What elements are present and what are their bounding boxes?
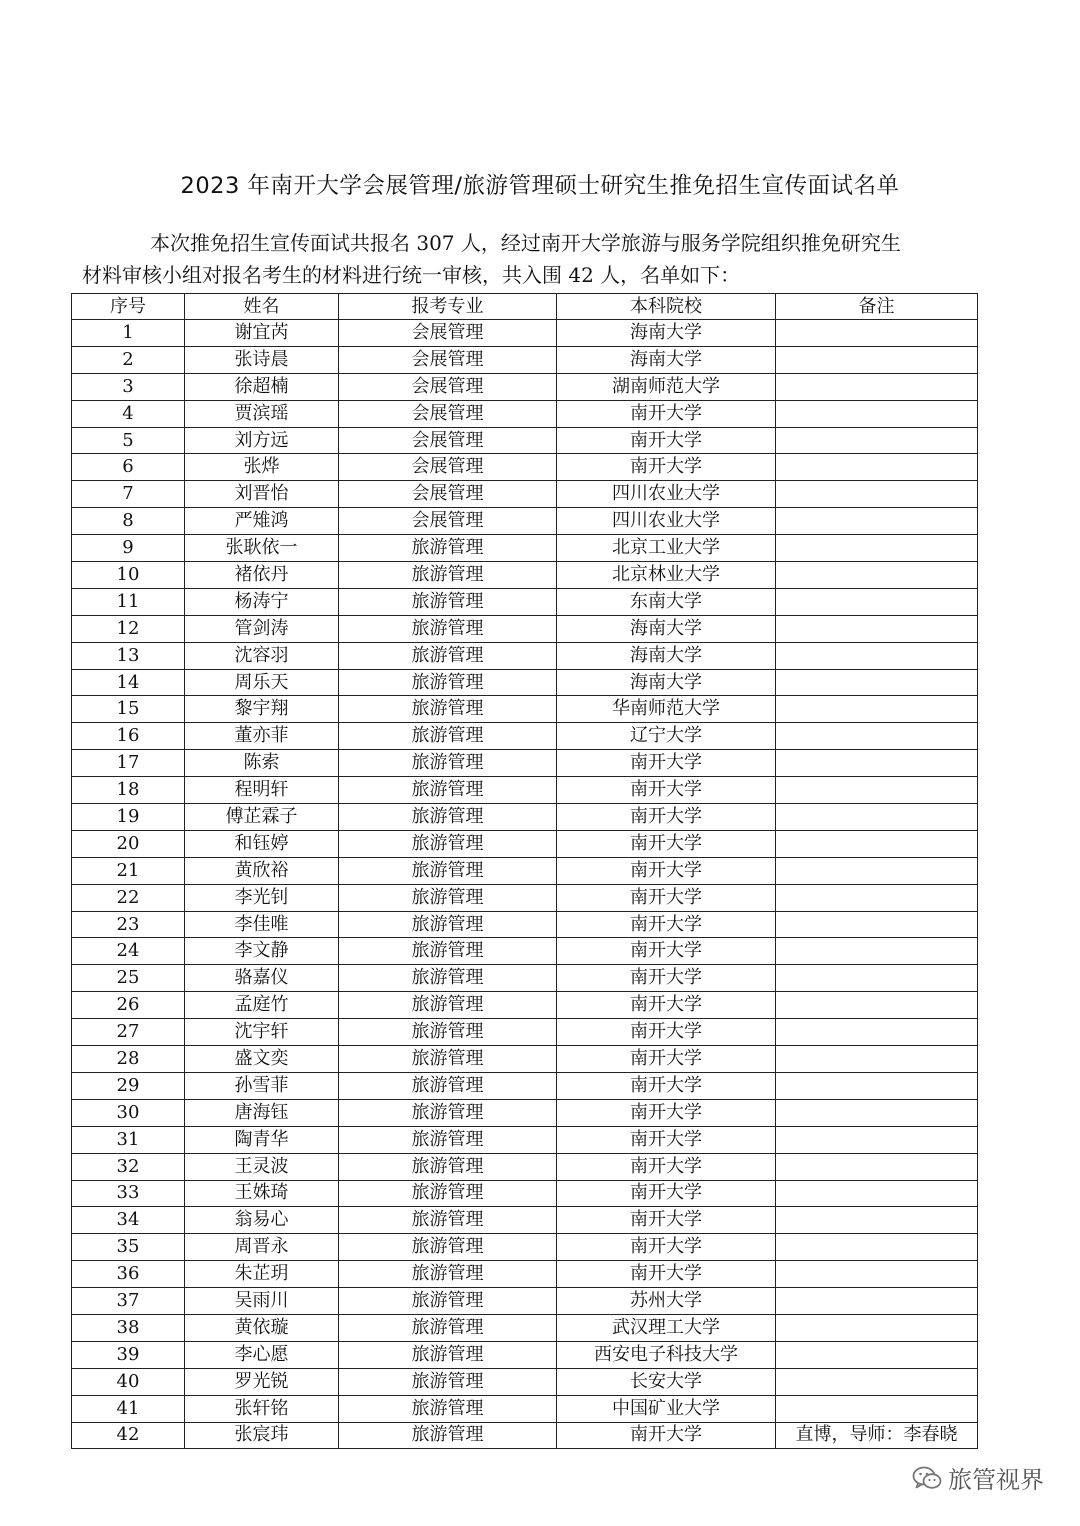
cell-name: 管剑涛 [185, 615, 339, 642]
cell-name: 张轩铭 [185, 1395, 339, 1422]
cell-note [776, 669, 978, 696]
document-title: 2023 年南开大学会展管理/旅游管理硕士研究生推免招生宣传面试名单 [180, 173, 900, 199]
cell-index: 42 [72, 1422, 185, 1449]
cell-major: 旅游管理 [339, 1019, 557, 1046]
cell-major: 旅游管理 [339, 911, 557, 938]
table-row [72, 1261, 978, 1288]
table-row [72, 830, 978, 857]
cell-major: 旅游管理 [339, 1261, 557, 1288]
cell-school: 北京林业大学 [557, 562, 776, 589]
table-row [72, 965, 978, 992]
cell-note [776, 615, 978, 642]
table-row [72, 481, 978, 508]
cell-note [776, 346, 978, 373]
table-row [72, 373, 978, 400]
cell-index: 35 [72, 1234, 185, 1261]
cell-school: 南开大学 [557, 1046, 776, 1073]
cell-note [776, 642, 978, 669]
cell-name: 王姝琦 [185, 1180, 339, 1207]
table-row [72, 1153, 978, 1180]
cell-name: 刘晋怡 [185, 481, 339, 508]
cell-index: 4 [72, 400, 185, 427]
cell-index: 31 [72, 1126, 185, 1153]
cell-note [776, 400, 978, 427]
cell-name: 吴雨川 [185, 1288, 339, 1315]
header-index: 序号 [72, 294, 185, 320]
cell-note [776, 911, 978, 938]
cell-school: 苏州大学 [557, 1288, 776, 1315]
cell-school: 南开大学 [557, 750, 776, 777]
cell-name: 孟庭竹 [185, 992, 339, 1019]
cell-name: 周乐天 [185, 669, 339, 696]
cell-name: 傅芷霖子 [185, 804, 339, 831]
table-row [72, 911, 978, 938]
cell-major: 旅游管理 [339, 965, 557, 992]
table-row [72, 723, 978, 750]
cell-major: 旅游管理 [339, 1153, 557, 1180]
cell-school: 南开大学 [557, 1234, 776, 1261]
cell-note [776, 373, 978, 400]
cell-index: 19 [72, 804, 185, 831]
cell-name: 徐超楠 [185, 373, 339, 400]
cell-name: 沈容羽 [185, 642, 339, 669]
cell-school: 南开大学 [557, 400, 776, 427]
wechat-icon [912, 1465, 942, 1491]
cell-major: 会展管理 [339, 346, 557, 373]
cell-school: 南开大学 [557, 1153, 776, 1180]
cell-name: 褚依丹 [185, 562, 339, 589]
cell-school: 南开大学 [557, 1180, 776, 1207]
cell-school: 南开大学 [557, 1019, 776, 1046]
cell-name: 罗光锐 [185, 1368, 339, 1395]
cell-index: 6 [72, 454, 185, 481]
cell-major: 旅游管理 [339, 1099, 557, 1126]
cell-index: 8 [72, 508, 185, 535]
candidate-table [71, 293, 978, 1449]
cell-school: 南开大学 [557, 1099, 776, 1126]
cell-school: 中国矿业大学 [557, 1395, 776, 1422]
cell-school: 南开大学 [557, 965, 776, 992]
cell-major: 旅游管理 [339, 830, 557, 857]
table-row [72, 1341, 978, 1368]
cell-note [776, 1207, 978, 1234]
cell-major: 会展管理 [339, 373, 557, 400]
cell-name: 李佳唯 [185, 911, 339, 938]
cell-major: 旅游管理 [339, 615, 557, 642]
cell-note [776, 508, 978, 535]
cell-name: 谢宜芮 [185, 320, 339, 347]
cell-major: 旅游管理 [339, 1368, 557, 1395]
table-row [72, 1234, 978, 1261]
cell-note [776, 777, 978, 804]
cell-major: 旅游管理 [339, 1288, 557, 1315]
table-row [72, 320, 978, 347]
cell-school: 南开大学 [557, 1072, 776, 1099]
table-row [72, 1126, 978, 1153]
cell-major: 旅游管理 [339, 1341, 557, 1368]
cell-name: 周晋永 [185, 1234, 339, 1261]
intro-line-2: 材料审核小组对报名考生的材料进行统一审核，共入围 42 人，名单如下： [82, 263, 741, 287]
cell-school: 南开大学 [557, 911, 776, 938]
watermark [912, 1460, 1044, 1495]
cell-major: 旅游管理 [339, 938, 557, 965]
table-row [72, 1368, 978, 1395]
cell-major: 旅游管理 [339, 669, 557, 696]
cell-note [776, 804, 978, 831]
cell-name: 盛文奕 [185, 1046, 339, 1073]
cell-major: 旅游管理 [339, 750, 557, 777]
cell-major: 旅游管理 [339, 588, 557, 615]
cell-school: 南开大学 [557, 1207, 776, 1234]
cell-index: 1 [72, 320, 185, 347]
table-row [72, 1314, 978, 1341]
cell-index: 40 [72, 1368, 185, 1395]
table-header-row [72, 294, 978, 320]
cell-school: 南开大学 [557, 1126, 776, 1153]
cell-name: 董亦菲 [185, 723, 339, 750]
cell-major: 旅游管理 [339, 1422, 557, 1449]
cell-name: 孙雪菲 [185, 1072, 339, 1099]
cell-name: 沈宇轩 [185, 1019, 339, 1046]
cell-name: 刘方远 [185, 427, 339, 454]
cell-name: 朱芷玥 [185, 1261, 339, 1288]
cell-school: 南开大学 [557, 777, 776, 804]
header-name: 姓名 [185, 294, 339, 320]
cell-name: 王灵波 [185, 1153, 339, 1180]
cell-major: 会展管理 [339, 427, 557, 454]
cell-index: 24 [72, 938, 185, 965]
cell-name: 黎宇翔 [185, 696, 339, 723]
cell-name: 张诗晨 [185, 346, 339, 373]
cell-index: 39 [72, 1341, 185, 1368]
cell-index: 41 [72, 1395, 185, 1422]
cell-major: 旅游管理 [339, 1314, 557, 1341]
cell-note [776, 1126, 978, 1153]
cell-major: 旅游管理 [339, 804, 557, 831]
cell-index: 16 [72, 723, 185, 750]
watermark-text: 旅管视界 [948, 1466, 1044, 1494]
cell-name: 骆嘉仪 [185, 965, 339, 992]
table-row [72, 1072, 978, 1099]
cell-school: 南开大学 [557, 454, 776, 481]
cell-index: 11 [72, 588, 185, 615]
cell-note [776, 1072, 978, 1099]
cell-name: 严雉鸿 [185, 508, 339, 535]
cell-name: 张烨 [185, 454, 339, 481]
table-row [72, 346, 978, 373]
cell-major: 旅游管理 [339, 562, 557, 589]
cell-note [776, 1341, 978, 1368]
cell-note [776, 320, 978, 347]
cell-note [776, 1395, 978, 1422]
table-row [72, 938, 978, 965]
table-row [72, 992, 978, 1019]
cell-major: 会展管理 [339, 454, 557, 481]
cell-major: 旅游管理 [339, 642, 557, 669]
cell-name: 张宸玮 [185, 1422, 339, 1449]
cell-index: 27 [72, 1019, 185, 1046]
cell-note [776, 1180, 978, 1207]
cell-index: 2 [72, 346, 185, 373]
cell-index: 22 [72, 884, 185, 911]
cell-major: 旅游管理 [339, 884, 557, 911]
cell-major: 旅游管理 [339, 1180, 557, 1207]
cell-note [776, 1153, 978, 1180]
cell-major: 旅游管理 [339, 1126, 557, 1153]
cell-school: 南开大学 [557, 884, 776, 911]
cell-name: 李文静 [185, 938, 339, 965]
cell-school: 南开大学 [557, 427, 776, 454]
table-row [72, 1046, 978, 1073]
cell-index: 36 [72, 1261, 185, 1288]
cell-index: 5 [72, 427, 185, 454]
cell-index: 26 [72, 992, 185, 1019]
table-row [72, 1288, 978, 1315]
cell-note [776, 588, 978, 615]
cell-index: 7 [72, 481, 185, 508]
cell-note [776, 427, 978, 454]
table-row [72, 1422, 978, 1449]
table-row [72, 1099, 978, 1126]
intro-line-1: 本次推免招生宣传面试共报名 307 人，经过南开大学旅游与服务学院组织推免研究生 [150, 231, 901, 255]
table-row [72, 535, 978, 562]
cell-school: 西安电子科技大学 [557, 1341, 776, 1368]
cell-name: 黄依璇 [185, 1314, 339, 1341]
cell-name: 和钰婷 [185, 830, 339, 857]
cell-note: 直博，导师：李春晓 [776, 1422, 978, 1449]
cell-index: 10 [72, 562, 185, 589]
cell-index: 28 [72, 1046, 185, 1073]
cell-index: 33 [72, 1180, 185, 1207]
cell-name: 陶青华 [185, 1126, 339, 1153]
cell-note [776, 723, 978, 750]
table-row [72, 1180, 978, 1207]
cell-note [776, 1288, 978, 1315]
cell-note [776, 830, 978, 857]
table-body [72, 320, 978, 1449]
table-row [72, 777, 978, 804]
cell-index: 20 [72, 830, 185, 857]
cell-school: 海南大学 [557, 615, 776, 642]
cell-major: 旅游管理 [339, 535, 557, 562]
table-row [72, 615, 978, 642]
cell-note [776, 454, 978, 481]
cell-school: 南开大学 [557, 804, 776, 831]
cell-index: 23 [72, 911, 185, 938]
cell-index: 9 [72, 535, 185, 562]
cell-note [776, 696, 978, 723]
cell-index: 30 [72, 1099, 185, 1126]
cell-index: 14 [72, 669, 185, 696]
cell-school: 南开大学 [557, 1261, 776, 1288]
cell-school: 海南大学 [557, 669, 776, 696]
cell-index: 21 [72, 857, 185, 884]
cell-major: 会展管理 [339, 481, 557, 508]
cell-school: 海南大学 [557, 320, 776, 347]
cell-school: 湖南师范大学 [557, 373, 776, 400]
cell-major: 会展管理 [339, 320, 557, 347]
cell-index: 34 [72, 1207, 185, 1234]
cell-name: 翁易心 [185, 1207, 339, 1234]
cell-index: 32 [72, 1153, 185, 1180]
cell-note [776, 1099, 978, 1126]
cell-major: 旅游管理 [339, 1207, 557, 1234]
cell-major: 会展管理 [339, 400, 557, 427]
cell-note [776, 965, 978, 992]
cell-school: 南开大学 [557, 938, 776, 965]
table-row [72, 562, 978, 589]
table-row [72, 696, 978, 723]
cell-index: 3 [72, 373, 185, 400]
table-row [72, 1395, 978, 1422]
cell-major: 旅游管理 [339, 1072, 557, 1099]
cell-name: 李心愿 [185, 1341, 339, 1368]
cell-school: 四川农业大学 [557, 481, 776, 508]
table-row [72, 1019, 978, 1046]
cell-name: 唐海钰 [185, 1099, 339, 1126]
cell-note [776, 562, 978, 589]
table-row [72, 669, 978, 696]
table-row [72, 400, 978, 427]
cell-note [776, 1261, 978, 1288]
table-row [72, 804, 978, 831]
cell-major: 旅游管理 [339, 857, 557, 884]
cell-name: 程明轩 [185, 777, 339, 804]
cell-note [776, 750, 978, 777]
table-row [72, 427, 978, 454]
cell-note [776, 481, 978, 508]
cell-index: 15 [72, 696, 185, 723]
cell-major: 旅游管理 [339, 723, 557, 750]
header-school: 本科院校 [557, 294, 776, 320]
cell-school: 南开大学 [557, 1422, 776, 1449]
table-row [72, 750, 978, 777]
cell-major: 旅游管理 [339, 1395, 557, 1422]
cell-major: 旅游管理 [339, 777, 557, 804]
cell-major: 旅游管理 [339, 1046, 557, 1073]
cell-name: 李光钊 [185, 884, 339, 911]
header-note: 备注 [776, 294, 978, 320]
cell-major: 旅游管理 [339, 992, 557, 1019]
table-row [72, 857, 978, 884]
cell-note [776, 1234, 978, 1261]
table-row [72, 884, 978, 911]
header-major: 报考专业 [339, 294, 557, 320]
cell-school: 东南大学 [557, 588, 776, 615]
cell-note [776, 857, 978, 884]
cell-school: 北京工业大学 [557, 535, 776, 562]
cell-index: 38 [72, 1314, 185, 1341]
cell-school: 海南大学 [557, 346, 776, 373]
cell-note [776, 535, 978, 562]
cell-school: 四川农业大学 [557, 508, 776, 535]
table-row [72, 642, 978, 669]
table-row [72, 454, 978, 481]
cell-major: 旅游管理 [339, 1234, 557, 1261]
cell-note [776, 1314, 978, 1341]
cell-school: 海南大学 [557, 642, 776, 669]
cell-note [776, 992, 978, 1019]
table-row [72, 1207, 978, 1234]
intro-paragraph [82, 227, 982, 291]
cell-note [776, 1046, 978, 1073]
cell-school: 长安大学 [557, 1368, 776, 1395]
cell-school: 辽宁大学 [557, 723, 776, 750]
cell-index: 29 [72, 1072, 185, 1099]
cell-major: 会展管理 [339, 508, 557, 535]
cell-school: 南开大学 [557, 857, 776, 884]
cell-school: 南开大学 [557, 992, 776, 1019]
cell-note [776, 1368, 978, 1395]
cell-index: 37 [72, 1288, 185, 1315]
cell-major: 旅游管理 [339, 696, 557, 723]
cell-school: 武汉理工大学 [557, 1314, 776, 1341]
cell-index: 17 [72, 750, 185, 777]
cell-name: 杨涛宁 [185, 588, 339, 615]
cell-name: 黄欣裕 [185, 857, 339, 884]
cell-note [776, 1019, 978, 1046]
cell-index: 12 [72, 615, 185, 642]
cell-name: 贾滨瑶 [185, 400, 339, 427]
cell-name: 张耿依一 [185, 535, 339, 562]
cell-school: 华南师范大学 [557, 696, 776, 723]
cell-index: 25 [72, 965, 185, 992]
cell-school: 南开大学 [557, 830, 776, 857]
table-row [72, 508, 978, 535]
cell-note [776, 938, 978, 965]
cell-index: 18 [72, 777, 185, 804]
table-row [72, 588, 978, 615]
cell-name: 陈索 [185, 750, 339, 777]
cell-note [776, 884, 978, 911]
cell-index: 13 [72, 642, 185, 669]
